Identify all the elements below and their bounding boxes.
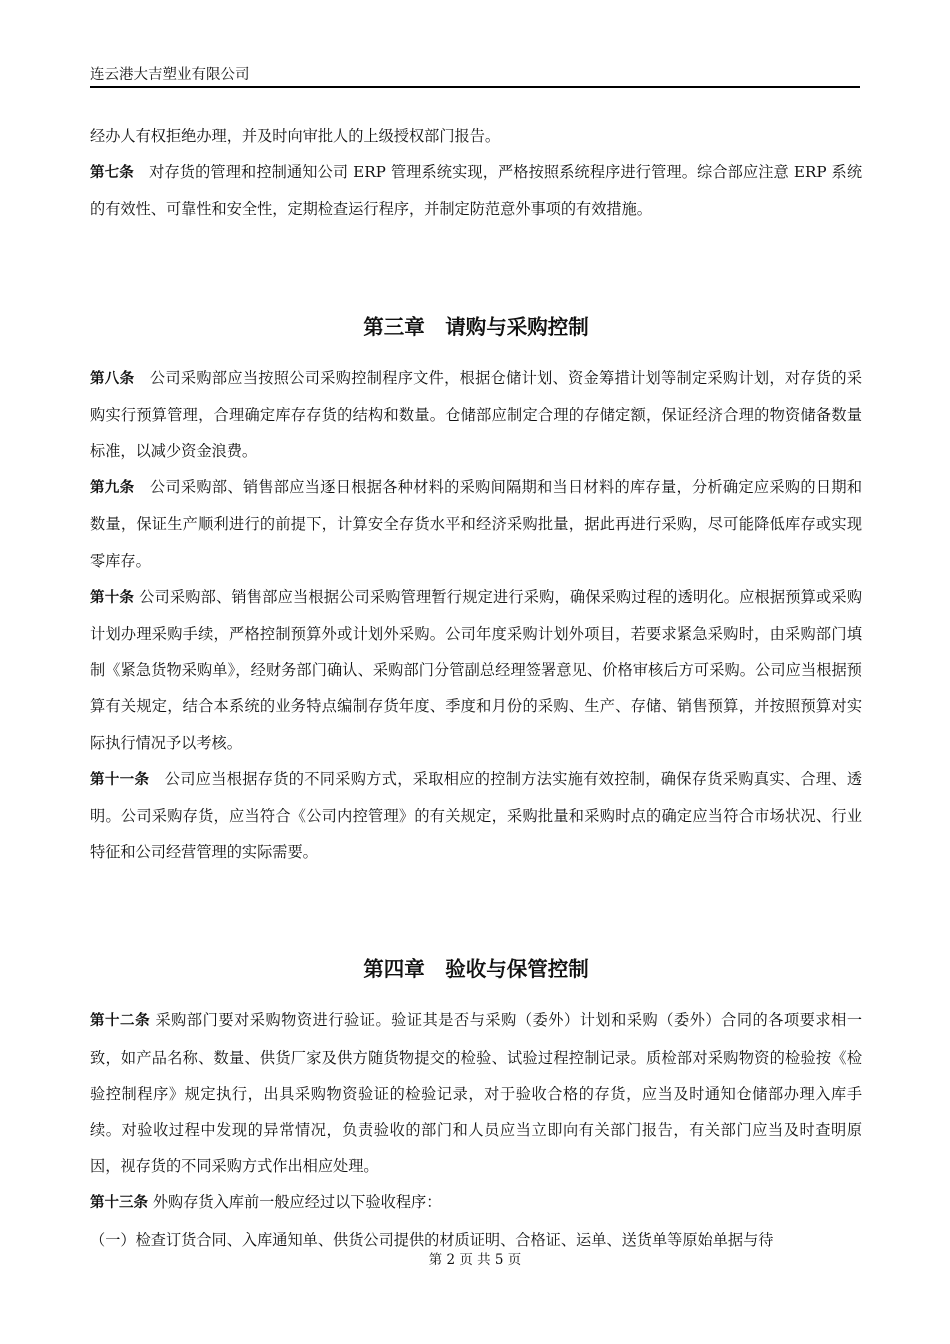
article-9 (90, 469, 862, 579)
article-label: 第十二条 (90, 1013, 151, 1030)
page-footer (0, 1248, 950, 1268)
article-text: 对存货的管理和控制通知公司 ERP 管理系统实现，严格按照系统程序进行管理。综合部应注意 ERP 系统的有效性、可靠性和安全性，定期检查运行程序，并制定防范意外事项的有效措施。 (90, 163, 863, 219)
company-name: 连云港大吉塑业有限公司 (90, 67, 250, 83)
chapter-4-title: 第四章 验收与保管控制 (363, 957, 589, 982)
article-text: 外购存货入库前一般应经过以下验收程序： (148, 1193, 442, 1212)
article-text: 公司采购部、销售部应当根据公司采购管理暂行规定进行采购，确保采购过程的透明化。应根据预算或采购计划办理采购手续，严格控制预算外或计划外采购。公司年度采购计划外项目，若要求紧急采购时，由采购部门填制《紧急货物采购单》，经财务部门确认、采购部门分管副总经理签署意见、价格审核后方可采购。公司应当根据预算有关规定，结合本系统的业务特点编制存货年度、季度和月份的采购、生产、存储、销售预算，并按照预算对实际执行情况予以考核。 (90, 587, 863, 752)
article-text: 公司采购部应当按照公司采购控制程序文件，根据仓储计划、资金筹措计划等制定采购计划，对存货的采购实行预算管理，合理确定库存存货的结构和数量。仓储部应制定合理的存储定额，保证经济合理的物资储备数量标准，以减少资金浪费。 (90, 368, 863, 461)
paragraph-continuation: 经办人有权拒绝办理，并及时向审批人的上级授权部门报告。 (90, 127, 501, 145)
page-header (90, 64, 860, 88)
document-body (90, 118, 862, 1258)
article-label: 第八条 (90, 370, 135, 387)
article-label: 第七条 (90, 165, 134, 182)
article-text: 采购部门要对采购物资进行验证。验证其是否与采购（委外）计划和采购（委外）合同的各项要求相一致，如产品名称、数量、供货厂家及供方随货物提交的检验、试验过程控制记录。质检部对采购物资的检验按《检验控制程序》规定执行，出具采购物资验证的检验记录，对于验收合格的存货，应当及时通知仓储部办理入库手续。对验收过程中发现的异常情况，负责验收的部门和人员应当立即向有关部门报告，有关部门应当及时查明原因，视存货的不同采购方式作出相应处理。 (90, 1011, 863, 1176)
article-11 (90, 761, 862, 871)
article-text: 公司采购部、销售部应当逐日根据各种材料的采购间隔期和当日材料的库存量，分析确定应采购的日期和数量，保证生产顺利进行的前提下，计算安全存货水平和经济采购批量，据此再进行采购，尽可能降低库存或实现零库存。 (90, 478, 863, 570)
article-7 (90, 154, 862, 227)
article-label: 第九条 (90, 480, 135, 497)
page-number: 第 2 页 共 5 页 (428, 1252, 522, 1268)
article-10 (90, 579, 862, 761)
chapter-3-title: 第三章 请购与采购控制 (363, 314, 589, 339)
list-item-1: （一）检查订货合同、入库通知单、供货公司提供的材质证明、合格证、运单、送货单等原始单据与待 (90, 1230, 774, 1249)
article-12 (90, 1002, 862, 1184)
article-13 (90, 1184, 862, 1221)
article-text: 公司应当根据存货的不同采购方式，采取相应的控制方法实施有效控制，确保存货采购真实、合理、透明。公司采购存货，应当符合《公司内控管理》的有关规定，采购批量和采购时点的确定应当符合市场状况、行业特征和公司经营管理的实际需要。 (90, 769, 863, 862)
article-8 (90, 360, 862, 470)
article-label: 第十三条 (90, 1195, 148, 1212)
article-label: 第十条 (90, 589, 135, 606)
article-label: 第十一条 (90, 771, 150, 788)
